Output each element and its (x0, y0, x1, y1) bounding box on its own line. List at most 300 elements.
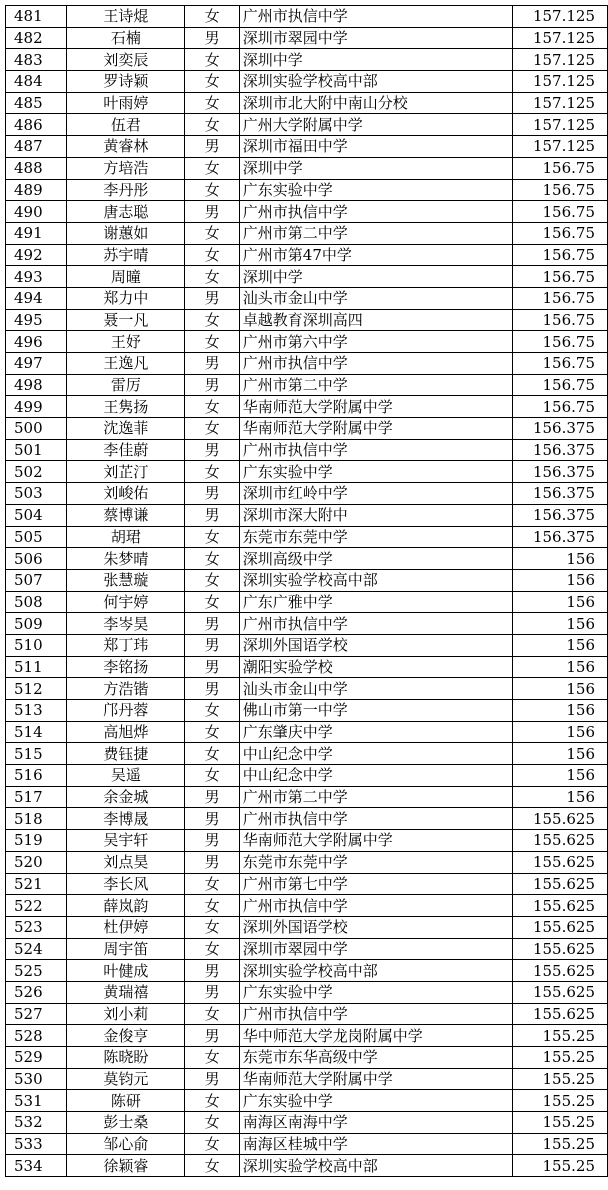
rank-cell: 495 (6, 309, 67, 331)
score-cell: 156.375 (512, 461, 607, 483)
score-cell: 156.75 (512, 222, 607, 244)
gender-cell: 男 (185, 287, 239, 309)
student-name-cell: 苏宇晴 (67, 244, 185, 266)
school-cell: 潮阳实验学校 (239, 656, 512, 678)
student-name-cell: 李佳蔚 (67, 439, 185, 461)
student-name-cell: 邝丹蓉 (67, 700, 185, 722)
student-name-cell: 王逸凡 (67, 353, 185, 375)
ranking-table-body (6, 6, 608, 1177)
rank-cell: 483 (6, 49, 67, 71)
score-cell: 155.25 (512, 1047, 607, 1069)
school-cell: 华南师范大学附属中学 (239, 830, 512, 852)
gender-cell: 男 (185, 960, 239, 982)
gender-cell: 女 (185, 765, 239, 787)
school-cell: 广东广雅中学 (239, 591, 512, 613)
school-cell: 广东实验中学 (239, 461, 512, 483)
score-cell: 155.625 (512, 873, 607, 895)
student-name-cell: 彭士桑 (67, 1112, 185, 1134)
rank-cell: 491 (6, 222, 67, 244)
school-cell: 深圳市翠园中学 (239, 938, 512, 960)
student-name-cell: 杜伊婷 (67, 916, 185, 938)
table-row (6, 27, 608, 49)
student-name-cell: 叶雨婷 (67, 92, 185, 114)
score-cell: 157.125 (512, 71, 607, 93)
rank-cell: 497 (6, 353, 67, 375)
school-cell: 华南师范大学附属中学 (239, 418, 512, 440)
table-row (6, 938, 608, 960)
rank-cell: 492 (6, 244, 67, 266)
school-cell: 广东实验中学 (239, 981, 512, 1003)
table-row (6, 331, 608, 353)
gender-cell: 男 (185, 786, 239, 808)
table-row (6, 396, 608, 418)
student-name-cell: 薛岚韵 (67, 895, 185, 917)
school-cell: 深圳实验学校高中部 (239, 1155, 512, 1177)
school-cell: 汕头市金山中学 (239, 678, 512, 700)
table-row (6, 504, 608, 526)
gender-cell: 女 (185, 418, 239, 440)
student-name-cell: 王妤 (67, 331, 185, 353)
gender-cell: 男 (185, 808, 239, 830)
gender-cell: 女 (185, 916, 239, 938)
student-name-cell: 周曈 (67, 266, 185, 288)
gender-cell: 女 (185, 938, 239, 960)
rank-cell: 501 (6, 439, 67, 461)
table-row (6, 353, 608, 375)
rank-cell: 496 (6, 331, 67, 353)
rank-cell: 503 (6, 483, 67, 505)
score-cell: 156.75 (512, 374, 607, 396)
score-cell: 155.625 (512, 851, 607, 873)
table-row (6, 1133, 608, 1155)
score-cell: 155.625 (512, 938, 607, 960)
gender-cell: 女 (185, 1090, 239, 1112)
gender-cell: 男 (185, 1025, 239, 1047)
rank-cell: 529 (6, 1047, 67, 1069)
gender-cell: 男 (185, 981, 239, 1003)
score-cell: 156.375 (512, 439, 607, 461)
student-name-cell: 余金城 (67, 786, 185, 808)
table-row (6, 1090, 608, 1112)
table-row (6, 569, 608, 591)
student-name-cell: 刘芷汀 (67, 461, 185, 483)
table-row (6, 678, 608, 700)
school-cell: 深圳高级中学 (239, 548, 512, 570)
student-name-cell: 朱梦晴 (67, 548, 185, 570)
student-name-cell: 李铭扬 (67, 656, 185, 678)
rank-cell: 487 (6, 136, 67, 158)
table-row (6, 179, 608, 201)
school-cell: 广州市执信中学 (239, 1003, 512, 1025)
table-row (6, 244, 608, 266)
score-cell: 157.125 (512, 136, 607, 158)
school-cell: 深圳中学 (239, 157, 512, 179)
table-row (6, 895, 608, 917)
school-cell: 深圳实验学校高中部 (239, 569, 512, 591)
school-cell: 中山纪念中学 (239, 765, 512, 787)
table-row (6, 1003, 608, 1025)
gender-cell: 男 (185, 678, 239, 700)
student-name-cell: 谢蕙如 (67, 222, 185, 244)
rank-cell: 519 (6, 830, 67, 852)
school-cell: 中山纪念中学 (239, 743, 512, 765)
rank-cell: 493 (6, 266, 67, 288)
rank-cell: 517 (6, 786, 67, 808)
rank-cell: 498 (6, 374, 67, 396)
school-cell: 深圳市翠园中学 (239, 27, 512, 49)
rank-cell: 490 (6, 201, 67, 223)
table-row (6, 830, 608, 852)
gender-cell: 女 (185, 92, 239, 114)
score-cell: 156.75 (512, 287, 607, 309)
rank-cell: 524 (6, 938, 67, 960)
school-cell: 华南师范大学附属中学 (239, 396, 512, 418)
gender-cell: 女 (185, 222, 239, 244)
student-name-cell: 王诗焜 (67, 6, 185, 28)
score-cell: 156 (512, 743, 607, 765)
score-cell: 156 (512, 613, 607, 635)
student-name-cell: 高旭烨 (67, 721, 185, 743)
gender-cell: 女 (185, 1047, 239, 1069)
table-row (6, 1047, 608, 1069)
score-cell: 156.75 (512, 157, 607, 179)
gender-cell: 女 (185, 266, 239, 288)
table-row (6, 461, 608, 483)
student-name-cell: 黄睿林 (67, 136, 185, 158)
student-name-cell: 徐颖睿 (67, 1155, 185, 1177)
student-name-cell: 周宇笛 (67, 938, 185, 960)
rank-cell: 500 (6, 418, 67, 440)
school-cell: 广州市第二中学 (239, 374, 512, 396)
student-name-cell: 黄瑞禧 (67, 981, 185, 1003)
score-cell: 157.125 (512, 92, 607, 114)
table-row (6, 981, 608, 1003)
school-cell: 广州市第六中学 (239, 331, 512, 353)
gender-cell: 女 (185, 244, 239, 266)
score-cell: 155.25 (512, 1133, 607, 1155)
student-name-cell: 方培浩 (67, 157, 185, 179)
rank-cell: 533 (6, 1133, 67, 1155)
table-row (6, 114, 608, 136)
rank-cell: 521 (6, 873, 67, 895)
rank-cell: 525 (6, 960, 67, 982)
score-cell: 156.75 (512, 266, 607, 288)
school-cell: 广州市第七中学 (239, 873, 512, 895)
rank-cell: 518 (6, 808, 67, 830)
score-cell: 155.25 (512, 1025, 607, 1047)
school-cell: 广东肇庆中学 (239, 721, 512, 743)
school-cell: 汕头市金山中学 (239, 287, 512, 309)
score-cell: 155.625 (512, 916, 607, 938)
student-name-cell: 胡珺 (67, 526, 185, 548)
table-row (6, 548, 608, 570)
table-row (6, 287, 608, 309)
student-name-cell: 张慧璇 (67, 569, 185, 591)
table-row (6, 71, 608, 93)
gender-cell: 女 (185, 1003, 239, 1025)
table-row (6, 92, 608, 114)
score-cell: 156 (512, 591, 607, 613)
rank-cell: 530 (6, 1068, 67, 1090)
gender-cell: 男 (185, 504, 239, 526)
school-cell: 深圳实验学校高中部 (239, 71, 512, 93)
school-cell: 广州大学附属中学 (239, 114, 512, 136)
student-name-cell: 李长风 (67, 873, 185, 895)
school-cell: 广州市第二中学 (239, 786, 512, 808)
student-name-cell: 唐志聪 (67, 201, 185, 223)
score-cell: 156.375 (512, 483, 607, 505)
school-cell: 华中师范大学龙岗附属中学 (239, 1025, 512, 1047)
school-cell: 广州市第47中学 (239, 244, 512, 266)
rank-cell: 499 (6, 396, 67, 418)
school-cell: 广州市执信中学 (239, 895, 512, 917)
rank-cell: 505 (6, 526, 67, 548)
gender-cell: 女 (185, 331, 239, 353)
student-name-cell: 雷厉 (67, 374, 185, 396)
student-name-cell: 罗诗颖 (67, 71, 185, 93)
gender-cell: 男 (185, 656, 239, 678)
rank-cell: 494 (6, 287, 67, 309)
rank-cell: 485 (6, 92, 67, 114)
score-cell: 156.375 (512, 418, 607, 440)
student-name-cell: 聂一凡 (67, 309, 185, 331)
table-row (6, 808, 608, 830)
school-cell: 东莞市东莞中学 (239, 526, 512, 548)
table-row (6, 591, 608, 613)
rank-cell: 484 (6, 71, 67, 93)
school-cell: 深圳外国语学校 (239, 634, 512, 656)
gender-cell: 女 (185, 873, 239, 895)
student-name-cell: 叶健成 (67, 960, 185, 982)
school-cell: 南海区南海中学 (239, 1112, 512, 1134)
table-row (6, 960, 608, 982)
rank-cell: 506 (6, 548, 67, 570)
student-name-cell: 刘峻佑 (67, 483, 185, 505)
score-cell: 156.75 (512, 179, 607, 201)
score-cell: 155.625 (512, 895, 607, 917)
table-row (6, 851, 608, 873)
rank-cell: 488 (6, 157, 67, 179)
score-cell: 156 (512, 678, 607, 700)
table-row (6, 374, 608, 396)
rank-cell: 526 (6, 981, 67, 1003)
rank-cell: 514 (6, 721, 67, 743)
score-cell: 157.125 (512, 114, 607, 136)
score-cell: 155.25 (512, 1155, 607, 1177)
gender-cell: 女 (185, 721, 239, 743)
score-cell: 156 (512, 765, 607, 787)
score-cell: 156 (512, 569, 607, 591)
school-cell: 深圳中学 (239, 49, 512, 71)
table-row (6, 1068, 608, 1090)
student-name-cell: 李丹彤 (67, 179, 185, 201)
rank-cell: 508 (6, 591, 67, 613)
rank-cell: 531 (6, 1090, 67, 1112)
rank-cell: 515 (6, 743, 67, 765)
rank-cell: 504 (6, 504, 67, 526)
gender-cell: 女 (185, 49, 239, 71)
table-row (6, 743, 608, 765)
score-cell: 155.25 (512, 1090, 607, 1112)
table-row (6, 201, 608, 223)
school-cell: 广州市执信中学 (239, 353, 512, 375)
score-cell: 156.75 (512, 244, 607, 266)
rank-cell: 486 (6, 114, 67, 136)
gender-cell: 女 (185, 157, 239, 179)
student-name-cell: 方浩锴 (67, 678, 185, 700)
rank-cell: 481 (6, 6, 67, 28)
gender-cell: 女 (185, 1155, 239, 1177)
student-name-cell: 费钰捷 (67, 743, 185, 765)
gender-cell: 女 (185, 461, 239, 483)
student-name-cell: 蔡博谦 (67, 504, 185, 526)
student-name-cell: 王隽扬 (67, 396, 185, 418)
school-cell: 佛山市第一中学 (239, 700, 512, 722)
rank-cell: 520 (6, 851, 67, 873)
gender-cell: 女 (185, 6, 239, 28)
rank-cell: 502 (6, 461, 67, 483)
rank-cell: 522 (6, 895, 67, 917)
student-name-cell: 何宇婷 (67, 591, 185, 613)
gender-cell: 女 (185, 71, 239, 93)
gender-cell: 女 (185, 895, 239, 917)
rank-cell: 511 (6, 656, 67, 678)
score-cell: 156.75 (512, 353, 607, 375)
table-row (6, 786, 608, 808)
rank-cell: 528 (6, 1025, 67, 1047)
gender-cell: 女 (185, 569, 239, 591)
school-cell: 广州市执信中学 (239, 6, 512, 28)
table-row (6, 1112, 608, 1134)
school-cell: 广东实验中学 (239, 1090, 512, 1112)
score-cell: 157.125 (512, 6, 607, 28)
student-name-cell: 李博晟 (67, 808, 185, 830)
rank-cell: 516 (6, 765, 67, 787)
gender-cell: 男 (185, 374, 239, 396)
school-cell: 深圳中学 (239, 266, 512, 288)
score-cell: 156.375 (512, 526, 607, 548)
student-name-cell: 石楠 (67, 27, 185, 49)
rank-cell: 532 (6, 1112, 67, 1134)
student-name-cell: 莫钧元 (67, 1068, 185, 1090)
table-row (6, 656, 608, 678)
student-name-cell: 吴宇轩 (67, 830, 185, 852)
table-row (6, 309, 608, 331)
gender-cell: 女 (185, 114, 239, 136)
ranking-table (5, 5, 608, 1177)
gender-cell: 男 (185, 613, 239, 635)
school-cell: 华南师范大学附属中学 (239, 1068, 512, 1090)
gender-cell: 女 (185, 179, 239, 201)
gender-cell: 女 (185, 526, 239, 548)
rank-cell: 513 (6, 700, 67, 722)
school-cell: 东莞市东莞中学 (239, 851, 512, 873)
score-cell: 156 (512, 634, 607, 656)
school-cell: 广州市执信中学 (239, 808, 512, 830)
school-cell: 深圳实验学校高中部 (239, 960, 512, 982)
school-cell: 广州市第二中学 (239, 222, 512, 244)
table-row (6, 418, 608, 440)
table-row (6, 266, 608, 288)
student-name-cell: 陈晓盼 (67, 1047, 185, 1069)
student-name-cell: 金俊亨 (67, 1025, 185, 1047)
score-cell: 156 (512, 721, 607, 743)
table-row (6, 6, 608, 28)
student-name-cell: 邹心俞 (67, 1133, 185, 1155)
score-cell: 156.75 (512, 309, 607, 331)
score-cell: 155.625 (512, 830, 607, 852)
gender-cell: 女 (185, 591, 239, 613)
score-cell: 156.75 (512, 396, 607, 418)
student-name-cell: 刘小莉 (67, 1003, 185, 1025)
rank-cell: 482 (6, 27, 67, 49)
table-row (6, 634, 608, 656)
table-row (6, 916, 608, 938)
score-cell: 155.25 (512, 1112, 607, 1134)
school-cell: 广州市执信中学 (239, 613, 512, 635)
school-cell: 广州市执信中学 (239, 201, 512, 223)
gender-cell: 男 (185, 830, 239, 852)
score-cell: 156 (512, 786, 607, 808)
gender-cell: 男 (185, 851, 239, 873)
table-row (6, 1025, 608, 1047)
score-cell: 156.375 (512, 504, 607, 526)
table-row (6, 765, 608, 787)
rank-cell: 509 (6, 613, 67, 635)
rank-cell: 510 (6, 634, 67, 656)
school-cell: 广东实验中学 (239, 179, 512, 201)
score-cell: 156.75 (512, 201, 607, 223)
student-name-cell: 吴遥 (67, 765, 185, 787)
gender-cell: 女 (185, 548, 239, 570)
score-cell: 155.625 (512, 1003, 607, 1025)
score-cell: 155.625 (512, 960, 607, 982)
table-row (6, 613, 608, 635)
rank-cell: 507 (6, 569, 67, 591)
gender-cell: 女 (185, 396, 239, 418)
table-row (6, 439, 608, 461)
table-row (6, 873, 608, 895)
score-cell: 155.625 (512, 981, 607, 1003)
student-name-cell: 刘奕辰 (67, 49, 185, 71)
gender-cell: 男 (185, 201, 239, 223)
gender-cell: 男 (185, 483, 239, 505)
score-cell: 155.25 (512, 1068, 607, 1090)
table-row (6, 526, 608, 548)
school-cell: 东莞市东华高级中学 (239, 1047, 512, 1069)
rank-cell: 489 (6, 179, 67, 201)
score-cell: 157.125 (512, 27, 607, 49)
school-cell: 广州市执信中学 (239, 439, 512, 461)
gender-cell: 男 (185, 353, 239, 375)
rank-cell: 512 (6, 678, 67, 700)
gender-cell: 男 (185, 27, 239, 49)
score-cell: 156 (512, 656, 607, 678)
student-name-cell: 刘点昊 (67, 851, 185, 873)
student-name-cell: 李岑昊 (67, 613, 185, 635)
school-cell: 深圳市深大附中 (239, 504, 512, 526)
student-name-cell: 沈逸菲 (67, 418, 185, 440)
table-row (6, 49, 608, 71)
score-cell: 156 (512, 700, 607, 722)
table-row (6, 700, 608, 722)
school-cell: 深圳外国语学校 (239, 916, 512, 938)
school-cell: 卓越教育深圳高四 (239, 309, 512, 331)
table-row (6, 222, 608, 244)
school-cell: 深圳市福田中学 (239, 136, 512, 158)
rank-cell: 527 (6, 1003, 67, 1025)
gender-cell: 女 (185, 700, 239, 722)
